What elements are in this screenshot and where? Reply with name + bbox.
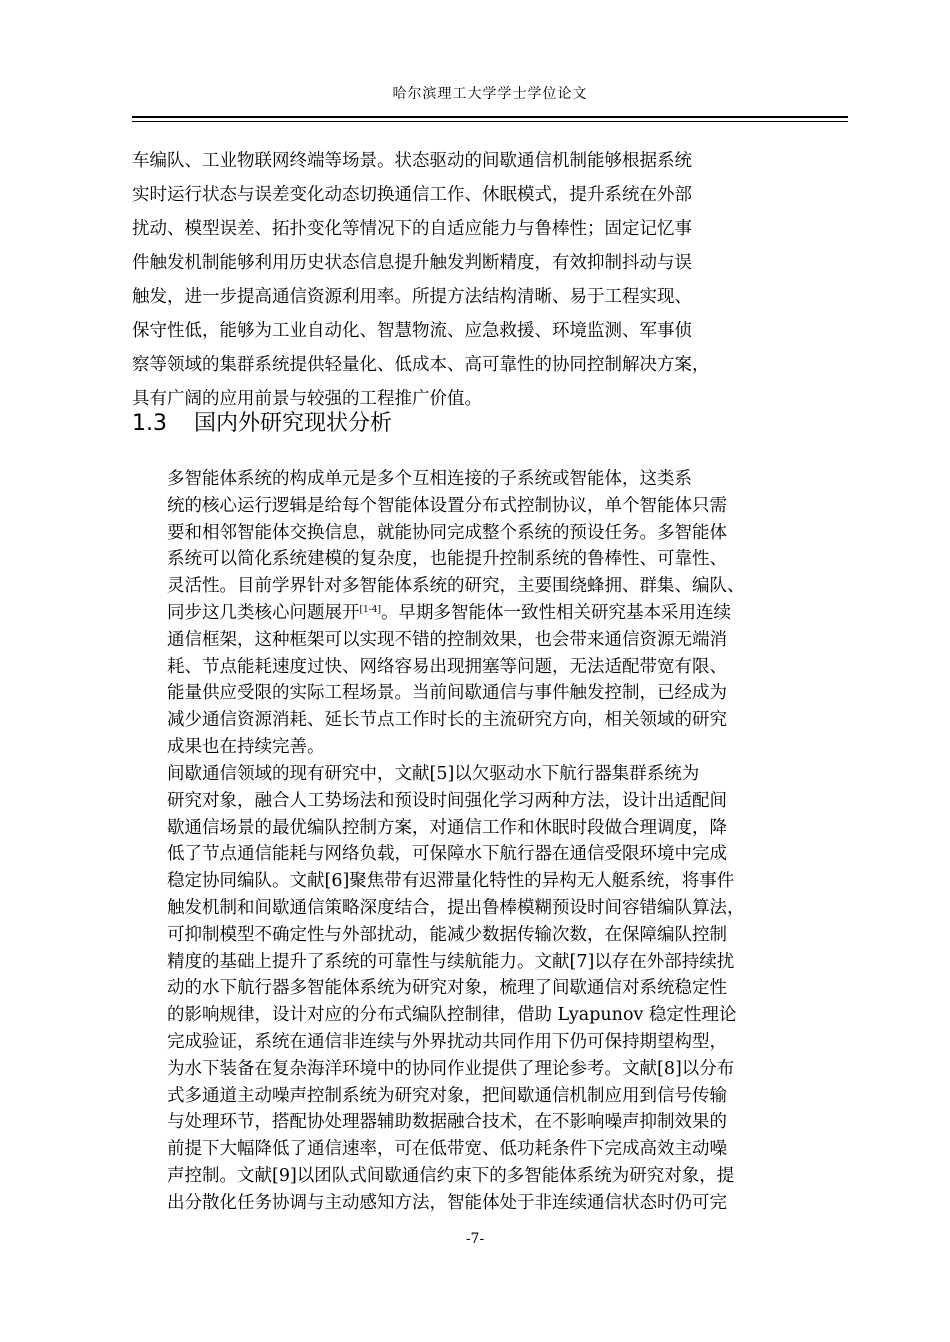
text-line: 完成验证，系统在通信非连续与外界扰动共同作用下仍可保持期望构型， [167,1031,727,1052]
text-line: 系统可以简化系统建模的复杂度，也能提升控制系统的鲁棒性、可靠性、 [167,549,727,570]
text-line: 灵活性。目前学界针对多智能体系统的研究，主要围绕蜂拥、群集、编队、 [167,576,745,597]
intro-paragraph [132,144,848,416]
text-line: 件触发机制能够利用历史状态信息提升触发判断精度，有效抑制抖动与误 [132,253,692,273]
body-paragraph-2 [132,761,848,1217]
text-line: 能量供应受限的实际工程场景。当前间歇通信与事件触发控制，已经成为 [167,683,727,704]
text-line: 实时运行状态与误差变化动态切换通信工作、休眠模式，提升系统在外部 [132,185,692,205]
text-line: 要和相邻智能体交换信息，就能协同完成整个系统的预设任务。多智能体 [167,522,727,543]
text-line: 的影响规律，设计对应的分布式编队控制律，借助 Lyapunov 稳定性理论 [167,1005,737,1026]
text-line: 低了节点通信能耗与网络负载，可保障水下航行器在通信受限环境中完成 [167,844,727,865]
text-line: 歇通信场景的最优编队控制方案，对通信工作和休眠时段做合理调度，降 [167,817,727,838]
text-line: 多智能体系统的构成单元是多个互相连接的子系统或智能体，这类系 [167,469,692,489]
text-line: 为水下装备在复杂海洋环境中的协同作业提供了理论参考。文献[8]以分布 [167,1058,735,1079]
text-line: 间歇通信领域的现有研究中，文献[5]以欠驱动水下航行器集群系统为 [167,764,700,784]
text-line: 精度的基础上提升了系统的可靠性与续航能力。文献[7]以存在外部持续扰 [167,951,735,972]
text-line: 前提下大幅降低了通信速率，可在低带宽、低功耗条件下完成高效主动噪 [167,1139,727,1160]
citation-superscript: [1-4] [359,604,382,615]
text-line: 动的水下航行器多智能体系统为研究对象，梳理了间歇通信对系统稳定性 [167,978,727,999]
page-number: -7- [465,1231,485,1247]
text-segment: 同步这几类核心问题展开 [167,602,360,623]
text-line-with-citation [132,600,848,627]
text-line: 稳定协同编队。文献[6]聚焦带有迟滞量化特性的异构无人艇系统，将事件 [167,871,735,892]
text-line: 减少通信资源消耗、延长节点工作时长的主流研究方向，相关领域的研究 [167,710,727,731]
text-line: 扰动、模型误差、拓扑变化等情况下的自适应能力与鲁棒性；固定记忆事 [132,219,692,239]
section-heading [132,408,848,440]
text-segment: 。早期多智能体一致性相关研究基本采用连续 [381,602,732,623]
section-title: 国内外研究现状分析 [194,411,393,436]
text-line: 具有广阔的应用前景与较强的工程推广价值。 [132,389,482,409]
text-line: 统的核心运行逻辑是给每个智能体设置分布式控制协议，单个智能体只需 [167,495,727,516]
text-line: 触发，进一步提高通信资源利用率。所提方法结构清晰、易于工程实现、 [132,287,692,307]
text-line: 出分散化任务协调与主动感知方法，智能体处于非连续通信状态时仍可完 [167,1192,727,1213]
text-line: 与处理环节，搭配协处理器辅助数据融合技术，在不影响噪声抑制效果的 [167,1112,727,1133]
text-line: 成果也在持续完善。 [167,736,325,757]
header-rule-thin [132,121,848,122]
text-line: 声控制。文献[9]以团队式间歇通信约束下的多智能体系统为研究对象，提 [167,1165,735,1186]
text-line: 通信框架，这种框架可以实现不错的控制效果，也会带来通信资源无端消 [167,629,727,650]
text-line: 式多通道主动噪声控制系统为研究对象，把间歇通信机制应用到信号传输 [167,1085,727,1106]
text-line: 可抑制模型不确定性与外部扰动，能减少数据传输次数，在保障编队控制 [167,924,727,945]
text-line: 保守性低，能够为工业自动化、智慧物流、应急救援、环境监测、军事侦 [132,321,692,341]
text-line: 研究对象，融合人工势场法和预设时间强化学习两种方法，设计出适配间 [167,790,727,811]
text-line: 触发机制和间歇通信策略深度结合，提出鲁棒模糊预设时间容错编队算法， [167,897,745,918]
text-line: 察等领域的集群系统提供轻量化、低成本、高可靠性的协同控制解决方案， [132,355,710,375]
header-rule-thick [132,116,848,118]
running-header: 哈尔滨理工大学学士学位论文 [392,86,588,102]
text-line: 耗、节点能耗速度过快、网络容易出现拥塞等问题，无法适配带宽有限、 [167,656,727,677]
section-number: 1.3 [132,411,167,436]
body-paragraph-1 [132,466,848,761]
text-line: 车编队、工业物联网终端等场景。状态驱动的间歇通信机制能够根据系统 [132,151,692,171]
